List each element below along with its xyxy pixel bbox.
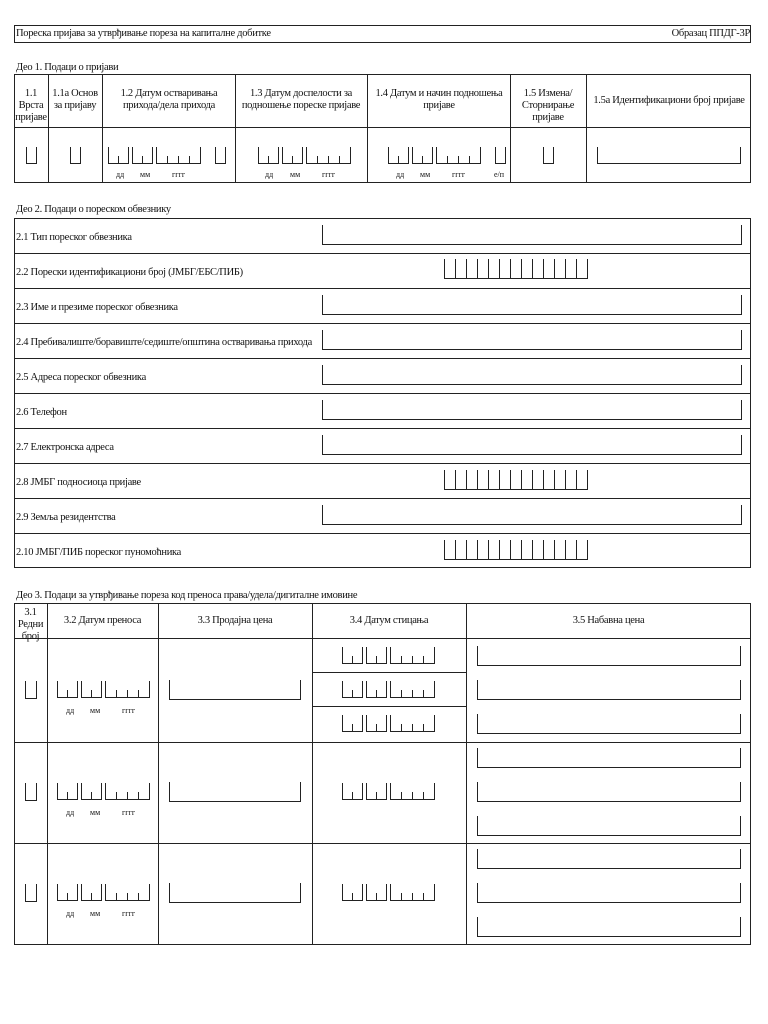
row3-number-field[interactable]: [25, 884, 37, 902]
taxpayer-name-field[interactable]: [322, 295, 742, 315]
tax-id-field[interactable]: [444, 259, 588, 279]
part3-title: Део 3. Подаци за утврђивање пореза код преноса права/удела/дигиталне имовине: [16, 590, 358, 601]
submission-mode-field[interactable]: [495, 147, 506, 164]
submit-mode-label: е/п: [494, 170, 505, 179]
proxy-id-field[interactable]: [444, 540, 588, 560]
dd-label: дд: [66, 909, 75, 918]
residence-country-field[interactable]: [322, 505, 742, 525]
col-3-1-header: 3.1 Редни број: [17, 607, 44, 642]
row3-sale-price-field[interactable]: [169, 883, 301, 903]
mm-label: мм: [90, 909, 101, 918]
yyyy-label: гггг: [322, 170, 336, 179]
col-1-1-header: 1.1 Врста пријаве: [15, 88, 47, 123]
mm-label: мм: [140, 170, 151, 179]
row3-acq-date-field[interactable]: [342, 884, 438, 902]
row-2-1-label: 2.1 Тип пореског обвезника: [16, 232, 132, 243]
row-2-9-label: 2.9 Земља резидентства: [16, 512, 116, 523]
dd-label: дд: [66, 706, 75, 715]
row-2-10-label: 2.10 ЈМБГ/ПИБ пореског пуномоћника: [16, 547, 182, 558]
row1-sale-price-field[interactable]: [169, 680, 301, 700]
mm-label: мм: [290, 170, 301, 179]
phone-field[interactable]: [322, 400, 742, 420]
report-basis-field[interactable]: [70, 147, 81, 164]
row2-acq-date-field[interactable]: [342, 783, 438, 801]
form-title: Пореска пријава за утврђивање пореза на капиталне добитке: [16, 28, 271, 39]
yyyy-label: гггг: [452, 170, 466, 179]
submitter-jmbg-field[interactable]: [444, 470, 588, 490]
mm-label: мм: [90, 808, 101, 817]
form-code: Образац ППДГ-3Р: [671, 28, 750, 39]
row1-cost-2-field[interactable]: [477, 680, 741, 700]
row1-cost-1-field[interactable]: [477, 646, 741, 666]
taxpayer-type-field[interactable]: [322, 225, 742, 245]
address-field[interactable]: [322, 365, 742, 385]
row2-cost-1-field[interactable]: [477, 748, 741, 768]
dd-label: дд: [265, 170, 274, 179]
row3-cost-3-field[interactable]: [477, 917, 741, 937]
report-id-field[interactable]: [597, 147, 741, 164]
col-1-4-header: 1.4 Датум и начин подношења пријаве: [375, 88, 503, 111]
row1-number-field[interactable]: [25, 681, 37, 699]
mm-label: мм: [420, 170, 431, 179]
yyyy-label: гггг: [122, 706, 136, 715]
yyyy-label: гггг: [122, 808, 136, 817]
col-3-3-header: 3.3 Продајна цена: [197, 615, 273, 626]
dd-label: дд: [116, 170, 125, 179]
row-2-4-label: 2.4 Пребивалиште/боравиште/седиште/општина остваривања прихода: [16, 337, 312, 348]
col-1-5a-header: 1.5а Идентификациони број пријаве: [593, 95, 745, 106]
row3-transfer-date-field[interactable]: [57, 884, 153, 902]
row-2-2-label: 2.2 Порески идентификациони број (ЈМБГ/ЕБС/ПИБ): [16, 267, 243, 278]
row1-acq-date-3-field[interactable]: [342, 715, 438, 733]
due-date-field[interactable]: [258, 147, 354, 165]
row-2-5-label: 2.5 Адреса пореског обвезника: [16, 372, 146, 383]
part1-title: Део 1. Подаци о пријави: [16, 62, 119, 73]
row-2-8-label: 2.8 ЈМБГ подносиоца пријаве: [16, 477, 141, 488]
dd-label: дд: [396, 170, 405, 179]
yyyy-label: гггг: [122, 909, 136, 918]
col-3-4-header: 3.4 Датум стицања: [349, 615, 429, 626]
amendment-field[interactable]: [543, 147, 554, 164]
row3-cost-1-field[interactable]: [477, 849, 741, 869]
row-2-3-label: 2.3 Име и презиме пореског обвезника: [16, 302, 178, 313]
col-1-2-header: 1.2 Датум остваривања прихода/дела прихода: [120, 88, 218, 111]
row1-cost-3-field[interactable]: [477, 714, 741, 734]
col-1-3-header: 1.3 Датум доспелости за подношење пореске пријаве: [241, 88, 361, 111]
row3-cost-2-field[interactable]: [477, 883, 741, 903]
col-1-1a-header: 1.1а Основ за пријаву: [52, 88, 98, 111]
part2-title: Део 2. Подаци о пореском обвезнику: [16, 204, 171, 215]
row-2-6-label: 2.6 Телефон: [16, 407, 67, 418]
col-3-5-header: 3.5 Набавна цена: [572, 615, 645, 626]
row2-cost-2-field[interactable]: [477, 782, 741, 802]
income-date-extra-field[interactable]: [215, 147, 226, 164]
row2-number-field[interactable]: [25, 783, 37, 801]
income-date-field[interactable]: [108, 147, 204, 165]
col-3-2-header: 3.2 Датум преноса: [63, 615, 142, 626]
row2-sale-price-field[interactable]: [169, 782, 301, 802]
row1-acq-date-1-field[interactable]: [342, 647, 438, 665]
yyyy-label: гггг: [172, 170, 186, 179]
mm-label: мм: [90, 706, 101, 715]
row1-transfer-date-field[interactable]: [57, 681, 153, 699]
submission-date-field[interactable]: [388, 147, 484, 165]
row-2-7-label: 2.7 Електронска адреса: [16, 442, 114, 453]
report-type-field[interactable]: [26, 147, 37, 164]
row2-transfer-date-field[interactable]: [57, 783, 153, 801]
dd-label: дд: [66, 808, 75, 817]
col-1-5-header: 1.5 Измена/ Сторнирање пријаве: [521, 88, 575, 123]
residence-field[interactable]: [322, 330, 742, 350]
email-field[interactable]: [322, 435, 742, 455]
row2-cost-3-field[interactable]: [477, 816, 741, 836]
row1-acq-date-2-field[interactable]: [342, 681, 438, 699]
